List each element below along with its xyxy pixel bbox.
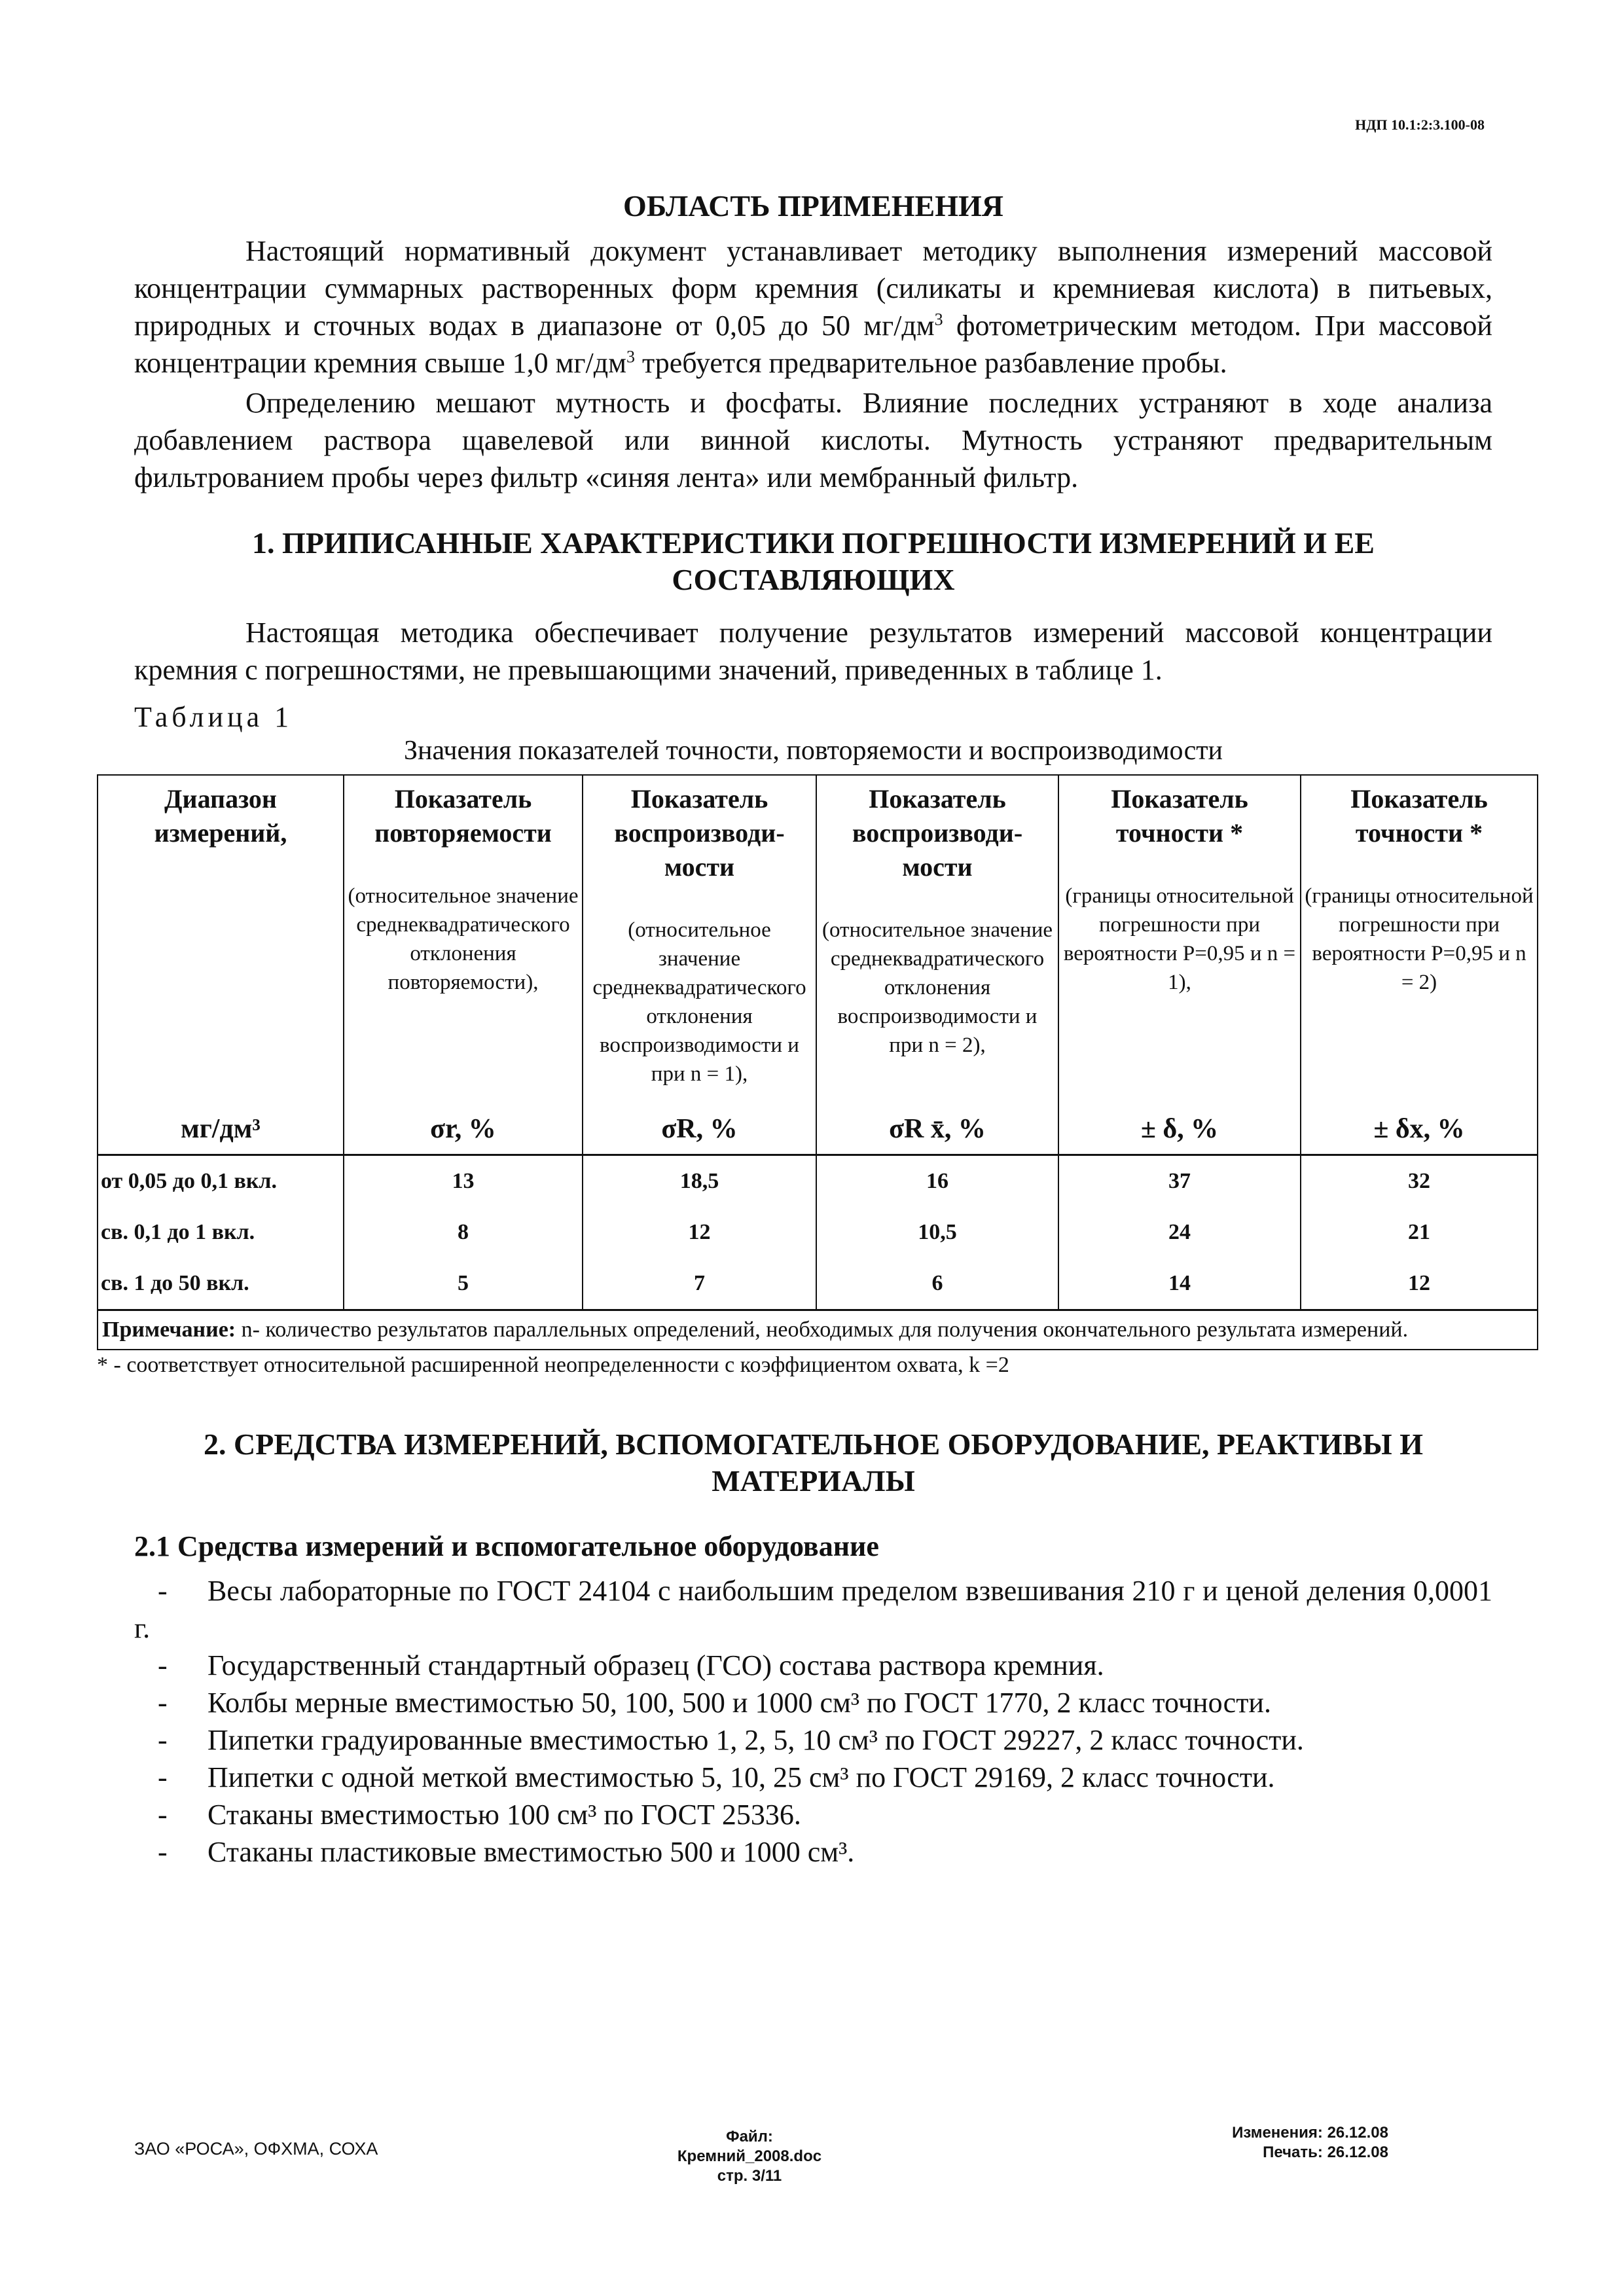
table-note-row [98, 1310, 1538, 1350]
scope-title: ОБЛАСТЬ ПРИМЕНЕНИЯ [623, 189, 1004, 223]
list-item: - Пипетки с одной меткой вместимостью 5, 10, 25 см³ по ГОСТ 29169, 2 класс точности. [158, 1761, 1275, 1793]
equipment-list [134, 1572, 1492, 1871]
column-header-repeatability: Показатель повторяемости (относительное значение среднеквадратического отклонения повторяемости), σr, % [344, 775, 583, 1155]
note-text: n- количество результатов параллельных определений, необходимых для получения окончательного результата измерений. [236, 1318, 1409, 1342]
footer-dates: Изменения: 26.12.08 Печать: 26.12.08 [1232, 2124, 1388, 2161]
section-2-1-heading: 2.1 Средства измерений и вспомогательное оборудование [134, 1530, 879, 1562]
column-header-accuracy-n2: Показатель точности * (границы относительной погрешности при вероятности P=0,95 и n = 2) ± δx, % [1301, 775, 1538, 1155]
list-item: - Стаканы пластиковые вместимостью 500 и 1000 см³. [158, 1836, 855, 1868]
column-header-accuracy-n1: Показатель точности * (границы относительной погрешности при вероятности P=0,95 и n = 1), ± δ, % [1058, 775, 1301, 1155]
footer-file-info: Файл: Кремний_2008.doc стр. 3/11 [677, 2128, 822, 2185]
table-header-row [98, 775, 1538, 1155]
scope-paragraph-2: Определению мешают мутность и фосфаты. Влияние последних устраняют в ходе анализа добавлением раствора щавелевой или винной кислоты. Мутность устраняют предварительным фильтрованием пробы через фильтр «синяя лента» или мембранный фильтр. [134, 387, 1492, 493]
table-row: св. 0,1 до 1 вкл. 8 12 10,5 24 21 [98, 1207, 1538, 1258]
page-content [97, 188, 1534, 1871]
list-item: - Колбы мерные вместимостью 50, 100, 500 и 1000 см³ по ГОСТ 1770, 2 класс точности. [158, 1687, 1271, 1719]
table-row: от 0,05 до 0,1 вкл. 13 18,5 16 37 32 [98, 1155, 1538, 1208]
note-label: Примечание: [102, 1318, 236, 1342]
column-header-reproducibility-n2: Показатель воспроизводи-мости (относительное значение среднеквадратического отклонения воспроизводимости и при n = 2), σR x̄, % [816, 775, 1058, 1155]
accuracy-table [97, 774, 1538, 1350]
table-label: Таблица 1 [134, 701, 293, 733]
list-item: - Весы лабораторные по ГОСТ 24104 с наибольшим пределом взвешивания 210 г и ценой деления 0,0001 г. [134, 1575, 1492, 1644]
document-code: НДП 10.1:2:3.100-08 [1355, 117, 1485, 133]
column-header-range: Диапазон измерений, мг/дм³ [98, 775, 344, 1155]
list-item: - Стаканы вместимостью 100 см³ по ГОСТ 25336. [158, 1799, 801, 1831]
section-2-heading: 2. СРЕДСТВА ИЗМЕРЕНИЙ, ВСПОМОГАТЕЛЬНОЕ ОБОРУДОВАНИЕ, РЕАКТИВЫ И МАТЕРИАЛЫ [204, 1427, 1423, 1498]
footer-organization: ЗАО «РОСА», ОФХМА, СОХА [134, 2139, 378, 2159]
section-1-heading: 1. ПРИПИСАННЫЕ ХАРАКТЕРИСТИКИ ПОГРЕШНОСТИ ИЗМЕРЕНИЙ И ЕЕ СОСТАВЛЯЮЩИХ [252, 526, 1375, 596]
section-1-paragraph: Настоящая методика обеспечивает получение результатов измерений массовой концентрации кремния с погрешностями, не превышающими значений, приведенных в таблице 1. [134, 617, 1492, 686]
table-footnote: * - соответствует относительной расширенной неопределенности с коэффициентом охвата, k =2 [97, 1353, 1009, 1377]
table-row: св. 1 до 50 вкл. 5 7 6 14 12 [98, 1258, 1538, 1310]
list-item: - Государственный стандартный образец (ГСО) состава раствора кремния. [158, 1649, 1104, 1681]
table-caption: Значения показателей точности, повторяемости и воспроизводимости [403, 736, 1223, 766]
list-item: - Пипетки градуированные вместимостью 1, 2, 5, 10 см³ по ГОСТ 29227, 2 класс точности. [158, 1724, 1304, 1756]
scope-paragraph-1: Настоящий нормативный документ устанавливает методику выполнения измерений массовой концентрации суммарных растворенных форм кремния (силикаты и кремниевая кислота) в питьевых, природных и сточных водах в диапазоне от 0,05 до 50 $мг/дм^3$ фотометрическим методом. При массовой концентрации кремния свыше 1,0 $мг/дм^3$ требуется предварительное разбавление пробы. [134, 235, 1492, 379]
column-header-reproducibility-n1: Показатель воспроизводи-мости (относительное значение среднеквадратического отклонения воспроизводимости и при n = 1), σR, % [583, 775, 816, 1155]
